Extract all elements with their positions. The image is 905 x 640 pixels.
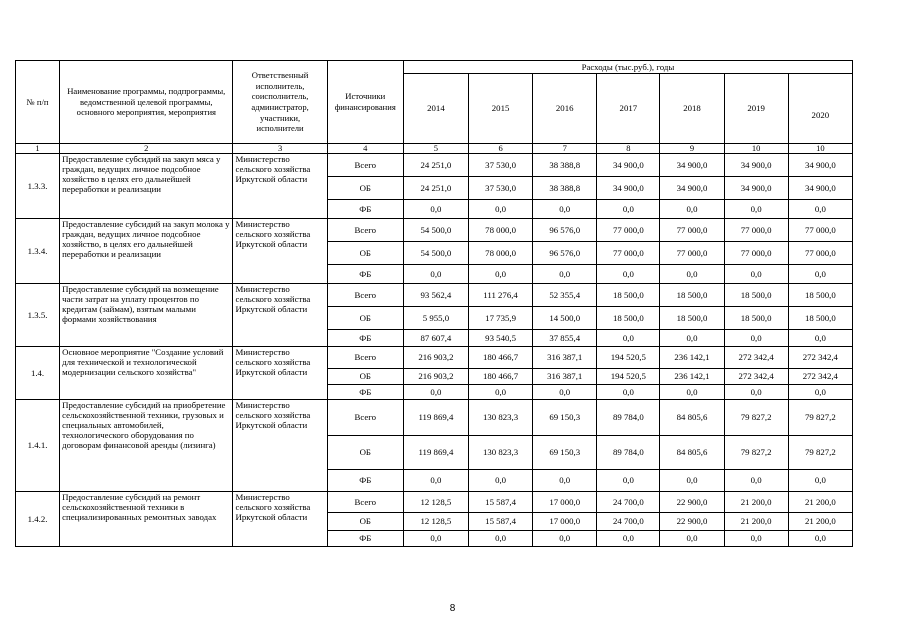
- expense-value: 96 576,0: [533, 242, 597, 265]
- expense-value: 34 900,0: [660, 177, 724, 200]
- expense-value: 0,0: [724, 330, 788, 347]
- funding-source: Всего: [327, 284, 403, 307]
- expense-value: 77 000,0: [724, 242, 788, 265]
- expense-value: 0,0: [533, 470, 597, 492]
- expense-value: 0,0: [469, 200, 533, 219]
- expense-value: 0,0: [533, 265, 597, 284]
- funding-source: ФБ: [327, 470, 403, 492]
- header-responsible: Ответственный исполнитель, соисполнитель, администратор, участники, исполнители: [233, 61, 327, 144]
- activity-name: Предоставление субсидий на закуп молока у граждан, ведущих личное подсобное хозяйство, в целях его дальнейшей переработки и реализации: [60, 219, 233, 284]
- funding-source: Всего: [327, 400, 403, 436]
- column-number: 2: [60, 144, 233, 154]
- expense-value: 17 735,9: [469, 307, 533, 330]
- expense-value: 15 587,4: [469, 513, 533, 531]
- expense-value: 0,0: [660, 531, 724, 547]
- page-number: 8: [449, 603, 456, 614]
- column-number: 10: [788, 144, 852, 154]
- expense-value: 0,0: [533, 385, 597, 400]
- expense-value: 14 500,0: [533, 307, 597, 330]
- expense-value: 37 530,0: [469, 154, 533, 177]
- expense-value: 77 000,0: [660, 219, 724, 242]
- funding-source: Всего: [327, 347, 403, 369]
- row-number: 1.3.3.: [16, 154, 60, 219]
- expense-value: 12 128,5: [403, 492, 468, 513]
- expense-value: 119 869,4: [403, 400, 468, 436]
- expense-value: 12 128,5: [403, 513, 468, 531]
- expense-value: 34 900,0: [660, 154, 724, 177]
- expense-value: 316 387,1: [533, 347, 597, 369]
- header-expenses-title: Расходы (тыс.руб.), годы: [403, 61, 852, 74]
- expense-value: 272 342,4: [788, 369, 852, 385]
- row-number: 1.4.2.: [16, 492, 60, 547]
- expense-value: 69 150,3: [533, 400, 597, 436]
- expense-value: 79 827,2: [788, 400, 852, 436]
- expense-value: 316 387,1: [533, 369, 597, 385]
- responsible-executor: Министерство сельского хозяйства Иркутской области: [233, 284, 327, 347]
- expense-value: 18 500,0: [724, 284, 788, 307]
- expense-value: 79 827,2: [788, 436, 852, 470]
- table-row: [16, 154, 853, 177]
- expense-value: 0,0: [469, 470, 533, 492]
- header-year: 2020: [788, 74, 852, 144]
- expense-value: 78 000,0: [469, 242, 533, 265]
- expense-value: 21 200,0: [788, 513, 852, 531]
- column-number: 7: [533, 144, 597, 154]
- expense-value: 54 500,0: [403, 242, 468, 265]
- expense-value: 24 700,0: [597, 492, 660, 513]
- funding-source: ОБ: [327, 436, 403, 470]
- expense-value: 0,0: [403, 385, 468, 400]
- expense-value: 78 000,0: [469, 219, 533, 242]
- expense-value: 180 466,7: [469, 369, 533, 385]
- expense-value: 37 530,0: [469, 177, 533, 200]
- expense-value: 34 900,0: [788, 154, 852, 177]
- expense-value: 272 342,4: [788, 347, 852, 369]
- expense-value: 96 576,0: [533, 219, 597, 242]
- expense-value: 18 500,0: [660, 307, 724, 330]
- header-year: 2017: [597, 74, 660, 144]
- expense-value: 0,0: [597, 470, 660, 492]
- expense-value: 22 900,0: [660, 513, 724, 531]
- table-body: [16, 154, 853, 547]
- expense-value: 34 900,0: [724, 154, 788, 177]
- expense-value: 0,0: [597, 200, 660, 219]
- funding-source: ОБ: [327, 513, 403, 531]
- expense-value: 79 827,2: [724, 400, 788, 436]
- expense-value: 89 784,0: [597, 400, 660, 436]
- expense-value: 38 388,8: [533, 177, 597, 200]
- expense-value: 236 142,1: [660, 369, 724, 385]
- expense-value: 93 540,5: [469, 330, 533, 347]
- column-number: 9: [660, 144, 724, 154]
- responsible-executor: Министерство сельского хозяйства Иркутской области: [233, 219, 327, 284]
- expense-value: 5 955,0: [403, 307, 468, 330]
- expense-value: 38 388,8: [533, 154, 597, 177]
- expense-value: 37 855,4: [533, 330, 597, 347]
- funding-source: ФБ: [327, 200, 403, 219]
- column-number: 5: [403, 144, 468, 154]
- activity-name: Предоставление субсидий на ремонт сельскохозяйственной техники в специализированных ремонтных заводах: [60, 492, 233, 547]
- expense-value: 0,0: [403, 265, 468, 284]
- expense-value: 0,0: [724, 531, 788, 547]
- header-year: 2016: [533, 74, 597, 144]
- expense-value: 0,0: [533, 531, 597, 547]
- row-number: 1.3.4.: [16, 219, 60, 284]
- expense-value: 18 500,0: [660, 284, 724, 307]
- expense-value: 0,0: [660, 330, 724, 347]
- funding-source: ОБ: [327, 177, 403, 200]
- expense-value: 236 142,1: [660, 347, 724, 369]
- expense-value: 21 200,0: [724, 513, 788, 531]
- expense-value: 0,0: [660, 200, 724, 219]
- expense-value: 272 342,4: [724, 347, 788, 369]
- responsible-executor: Министерство сельского хозяйства Иркутской области: [233, 154, 327, 219]
- expense-value: 0,0: [660, 385, 724, 400]
- header-program-name: Наименование программы, подпрограммы, ведомственной целевой программы, основного мероприятия, мероприятия: [60, 61, 233, 144]
- funding-source: ОБ: [327, 369, 403, 385]
- responsible-executor: Министерство сельского хозяйства Иркутской области: [233, 400, 327, 492]
- table-row: [16, 219, 853, 242]
- expense-value: 0,0: [724, 200, 788, 219]
- expense-value: 17 000,0: [533, 513, 597, 531]
- expense-value: 34 900,0: [597, 154, 660, 177]
- expense-value: 18 500,0: [597, 284, 660, 307]
- expense-value: 0,0: [403, 470, 468, 492]
- funding-source: ОБ: [327, 242, 403, 265]
- expense-value: 0,0: [724, 385, 788, 400]
- expense-value: 77 000,0: [597, 242, 660, 265]
- expense-value: 77 000,0: [788, 242, 852, 265]
- activity-name: Предоставление субсидий на закуп мяса у граждан, ведущих личное подсобное хозяйство в целях его дальнейшей переработки и реализации: [60, 154, 233, 219]
- expense-value: 0,0: [403, 531, 468, 547]
- funding-source: Всего: [327, 492, 403, 513]
- expense-value: 0,0: [469, 265, 533, 284]
- activity-name: Основное мероприятие "Создание условий для технической и технологической модернизации сельского хозяйства": [60, 347, 233, 400]
- column-number: 3: [233, 144, 327, 154]
- expense-value: 0,0: [660, 470, 724, 492]
- expense-value: 0,0: [597, 330, 660, 347]
- header-number: № п/п: [16, 61, 60, 144]
- expense-value: 130 823,3: [469, 400, 533, 436]
- funding-source: Всего: [327, 219, 403, 242]
- expense-value: 0,0: [597, 265, 660, 284]
- expense-value: 0,0: [597, 531, 660, 547]
- header-year: 2018: [660, 74, 724, 144]
- expense-value: 18 500,0: [724, 307, 788, 330]
- expense-value: 272 342,4: [724, 369, 788, 385]
- expense-value: 34 900,0: [597, 177, 660, 200]
- column-number-row: [16, 144, 853, 154]
- responsible-executor: Министерство сельского хозяйства Иркутской области: [233, 492, 327, 547]
- expense-value: 194 520,5: [597, 347, 660, 369]
- expense-value: 77 000,0: [724, 219, 788, 242]
- funding-source: ФБ: [327, 265, 403, 284]
- expense-value: 18 500,0: [788, 284, 852, 307]
- funding-source: Всего: [327, 154, 403, 177]
- expense-value: 34 900,0: [724, 177, 788, 200]
- expense-value: 0,0: [788, 385, 852, 400]
- table-row: [16, 492, 853, 513]
- expense-value: 79 827,2: [724, 436, 788, 470]
- row-number: 1.3.5.: [16, 284, 60, 347]
- header-funding-sources: Источники финансирования: [327, 61, 403, 144]
- expense-value: 0,0: [788, 200, 852, 219]
- header-year: 2019: [724, 74, 788, 144]
- expense-value: 77 000,0: [660, 242, 724, 265]
- expense-value: 119 869,4: [403, 436, 468, 470]
- column-number: 8: [597, 144, 660, 154]
- expense-value: 17 000,0: [533, 492, 597, 513]
- expense-value: 87 607,4: [403, 330, 468, 347]
- expense-value: 0,0: [724, 265, 788, 284]
- expense-value: 24 251,0: [403, 177, 468, 200]
- table-row: [16, 284, 853, 307]
- activity-name: Предоставление субсидий на приобретение сельскохозяйственной техники, грузовых и специальных автомобилей, технологического оборудования по договорам финансовой аренды (лизинга): [60, 400, 233, 492]
- expense-value: 93 562,4: [403, 284, 468, 307]
- responsible-executor: Министерство сельского хозяйства Иркутской области: [233, 347, 327, 400]
- funding-source: ОБ: [327, 307, 403, 330]
- expense-value: 54 500,0: [403, 219, 468, 242]
- expense-value: 34 900,0: [788, 177, 852, 200]
- expense-value: 21 200,0: [724, 492, 788, 513]
- table-row: [16, 347, 853, 369]
- header-year: 2014: [403, 74, 468, 144]
- column-number: 4: [327, 144, 403, 154]
- row-number: 1.4.: [16, 347, 60, 400]
- expense-value: 216 903,2: [403, 347, 468, 369]
- expense-value: 0,0: [403, 200, 468, 219]
- expense-value: 21 200,0: [788, 492, 852, 513]
- expense-value: 77 000,0: [597, 219, 660, 242]
- expense-value: 0,0: [788, 470, 852, 492]
- funding-source: ФБ: [327, 330, 403, 347]
- expense-value: 0,0: [788, 330, 852, 347]
- expense-value: 0,0: [788, 265, 852, 284]
- expense-value: 130 823,3: [469, 436, 533, 470]
- expense-value: 89 784,0: [597, 436, 660, 470]
- expense-value: 111 276,4: [469, 284, 533, 307]
- budget-table: [15, 60, 853, 547]
- expense-value: 0,0: [660, 265, 724, 284]
- expense-value: 18 500,0: [597, 307, 660, 330]
- expense-value: 0,0: [533, 200, 597, 219]
- expense-value: 0,0: [469, 531, 533, 547]
- funding-source: ФБ: [327, 385, 403, 400]
- expense-value: 84 805,6: [660, 436, 724, 470]
- funding-source: ФБ: [327, 531, 403, 547]
- activity-name: Предоставление субсидий на возмещение части затрат на уплату процентов по кредитам (займам), взятым малыми формами хозяйствования: [60, 284, 233, 347]
- expense-value: 0,0: [597, 385, 660, 400]
- expense-value: 52 355,4: [533, 284, 597, 307]
- column-number: 1: [16, 144, 60, 154]
- expense-value: 216 903,2: [403, 369, 468, 385]
- expense-value: 15 587,4: [469, 492, 533, 513]
- expense-value: 24 700,0: [597, 513, 660, 531]
- expense-value: 84 805,6: [660, 400, 724, 436]
- expense-value: 18 500,0: [788, 307, 852, 330]
- expense-value: 194 520,5: [597, 369, 660, 385]
- expense-value: 0,0: [788, 531, 852, 547]
- column-number: 10: [724, 144, 788, 154]
- expense-value: 0,0: [724, 470, 788, 492]
- expense-value: 0,0: [469, 385, 533, 400]
- header-year: 2015: [469, 74, 533, 144]
- expense-value: 69 150,3: [533, 436, 597, 470]
- table-row: [16, 400, 853, 436]
- column-number: 6: [469, 144, 533, 154]
- row-number: 1.4.1.: [16, 400, 60, 492]
- expense-value: 180 466,7: [469, 347, 533, 369]
- expense-value: 77 000,0: [788, 219, 852, 242]
- expense-value: 22 900,0: [660, 492, 724, 513]
- expense-value: 24 251,0: [403, 154, 468, 177]
